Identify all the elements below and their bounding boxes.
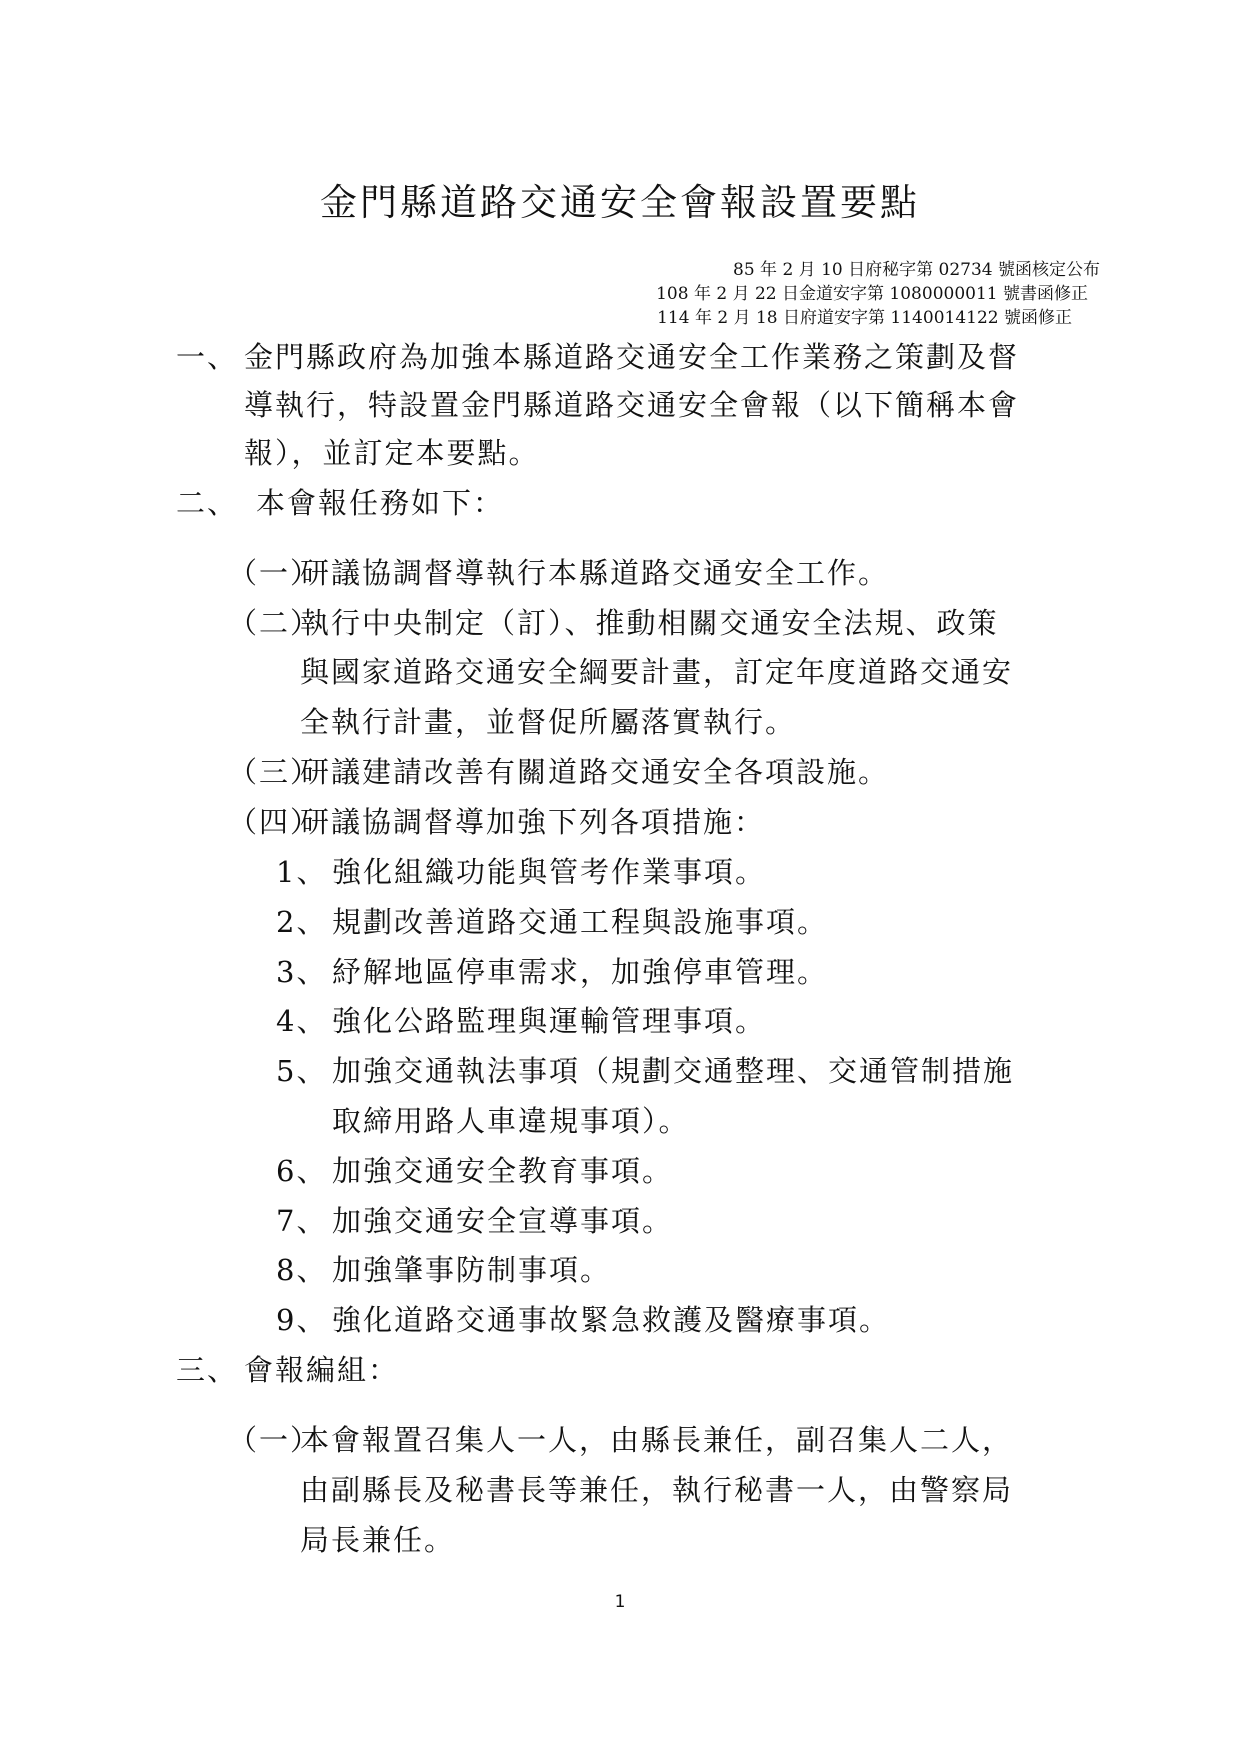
item-number: （一） — [228, 1423, 322, 1457]
measure-number: 8、 — [276, 1253, 328, 1287]
item-text-line: 執行中央制定（訂）、推動相關交通安全法規、政策 — [300, 606, 999, 640]
measure-text-line: 強化公路監理與運輸管理事項。 — [332, 1004, 767, 1038]
amendment-history — [560, 258, 1100, 330]
measure-text-line: 強化組織功能與管考作業事項。 — [332, 855, 767, 889]
measure-number: 1、 — [276, 855, 328, 889]
item-text-line: 研議協調督導執行本縣道路交通安全工作。 — [300, 556, 890, 590]
measure-number: 7、 — [276, 1204, 328, 1238]
measure-text-line: 加強交通安全教育事項。 — [332, 1154, 674, 1188]
section-text-line: 報），並訂定本要點。 — [244, 436, 540, 470]
section-number: 二、 — [176, 486, 239, 520]
history-line: 114 年 2 月 18 日府道安字第 1140014122 號函修正 — [657, 308, 1072, 328]
section-number: 一、 — [176, 340, 239, 374]
section-number: 三、 — [176, 1353, 239, 1387]
item-text-line: 本會報置召集人一人，由縣長兼任，副召集人二人， — [300, 1423, 1014, 1457]
item-text-line: 研議協調督導加強下列各項措施： — [300, 805, 766, 839]
item-number: （二） — [228, 606, 322, 640]
measure-text-line: 加強交通執法事項（規劃交通整理、交通管制措施 — [332, 1054, 1015, 1088]
document-title: 金門縣道路交通安全會報設置要點 — [320, 181, 920, 224]
history-line: 85 年 2 月 10 日府秘字第 02734 號函核定公布 — [733, 260, 1100, 280]
item-text-line: 全執行計畫，並督促所屬落實執行。 — [300, 705, 797, 739]
section-text-line: 導執行，特設置金門縣道路交通安全會報（以下簡稱本會 — [244, 388, 1020, 422]
item-text-line: 與國家道路交通安全綱要計畫，訂定年度道路交通安 — [300, 655, 1014, 689]
measure-number: 2、 — [276, 905, 328, 939]
item-number: （三） — [228, 755, 322, 789]
item-number: （四） — [228, 805, 322, 839]
measure-number: 4、 — [276, 1004, 328, 1038]
item-number: （一） — [228, 556, 322, 590]
measure-number: 3、 — [276, 955, 328, 989]
measure-number: 5、 — [276, 1054, 328, 1088]
section-heading: 會報編組： — [244, 1353, 400, 1387]
measure-number: 6、 — [276, 1154, 328, 1188]
measure-text-line: 紓解地區停車需求，加強停車管理。 — [332, 955, 829, 989]
history-line: 108 年 2 月 22 日金道安字第 1080000011 號書函修正 — [656, 284, 1088, 304]
measure-number: 9、 — [276, 1303, 328, 1337]
section-text-line: 金門縣政府為加強本縣道路交通安全工作業務之策劃及督 — [244, 340, 1020, 374]
item-text-line: 研議建請改善有關道路交通安全各項設施。 — [300, 755, 890, 789]
measure-text-line: 加強交通安全宣導事項。 — [332, 1204, 674, 1238]
item-text-line: 由副縣長及秘書長等兼任，執行秘書一人，由警察局 — [300, 1473, 1014, 1507]
section-heading: 本會報任務如下： — [256, 486, 505, 520]
page-number: 1 — [614, 1592, 626, 1612]
measure-text-line: 強化道路交通事故緊急救護及醫療事項。 — [332, 1303, 891, 1337]
measure-text-line: 加強肇事防制事項。 — [332, 1253, 612, 1287]
measure-text-line: 規劃改善道路交通工程與設施事項。 — [332, 905, 829, 939]
measure-text-line: 取締用路人車違規事項）。 — [332, 1104, 690, 1138]
item-text-line: 局長兼任。 — [300, 1523, 456, 1557]
